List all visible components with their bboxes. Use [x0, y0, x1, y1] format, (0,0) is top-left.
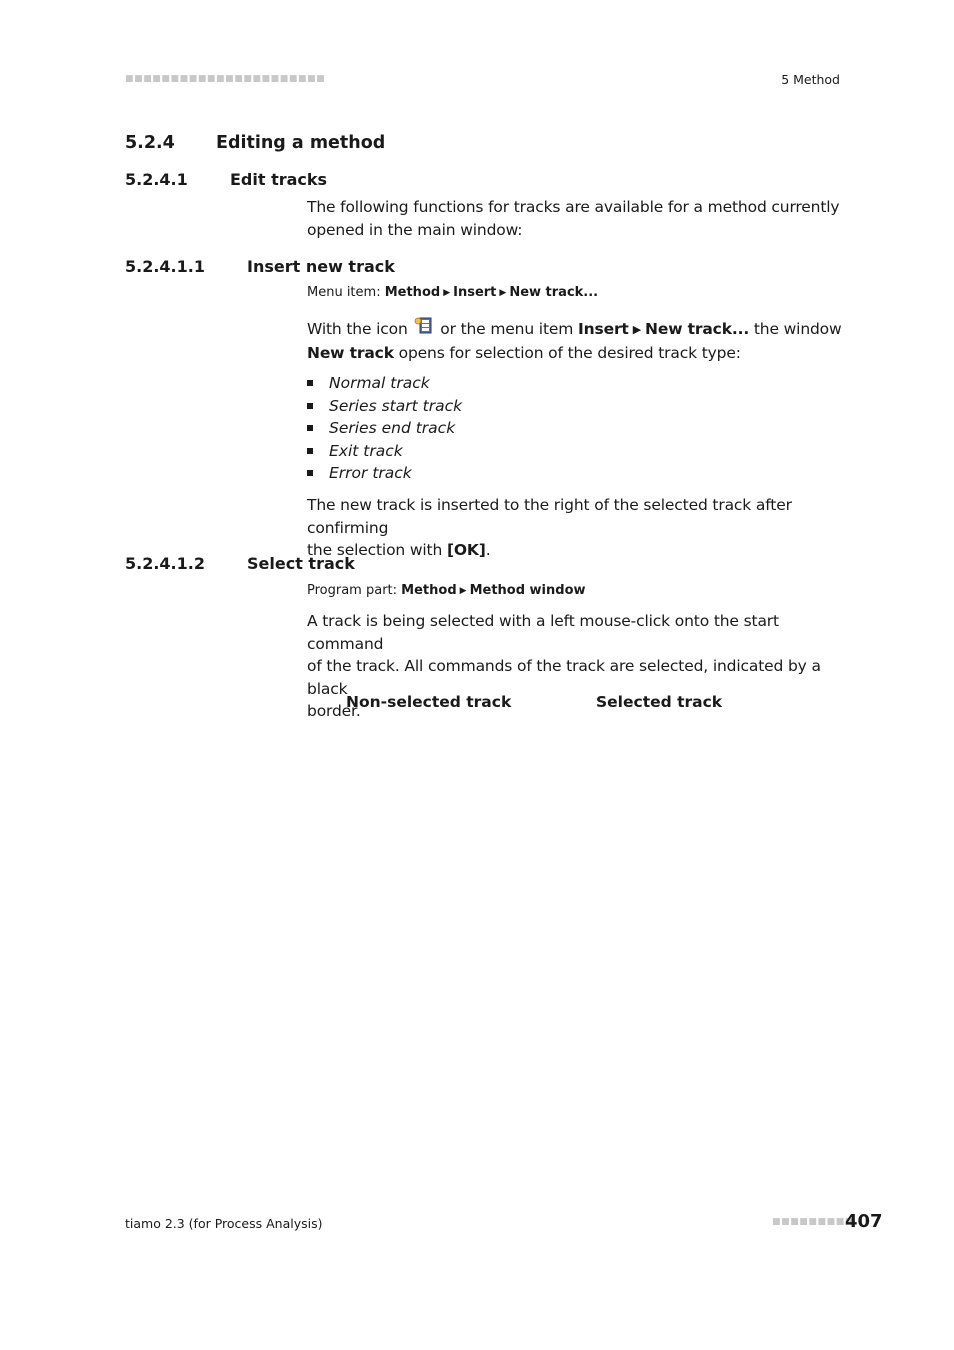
text-fragment: . [485, 541, 491, 559]
section-number: 5.2.4.1.2 [125, 554, 205, 573]
text-line: The following functions for tracks are available for a method currently [307, 198, 840, 216]
list-item-label: Series start track [329, 396, 463, 415]
bullet-square-icon [307, 403, 313, 409]
text-fragment: With the icon [307, 320, 408, 338]
section-heading-5-2-4-1-2 [125, 554, 625, 576]
list-item [307, 417, 462, 440]
section-number: 5.2.4.1.1 [125, 257, 205, 276]
text-line [307, 317, 847, 342]
list-item [307, 440, 462, 463]
program-part-prefix: Program part: [307, 583, 398, 598]
bullet-square-icon [307, 380, 313, 386]
text-fragment: the window [753, 320, 842, 338]
text-line: of the track. All commands of the track are selected, indicated by a black [307, 657, 821, 698]
running-header-chapter: 5 Method [781, 72, 840, 87]
menu-arrow-icon: ▶ [499, 288, 507, 298]
menu-arrow-icon: ▶ [632, 323, 642, 336]
text-line: opened in the main window: [307, 220, 523, 239]
ok-button-term: [OK] [446, 541, 486, 559]
text-line: border. [307, 702, 361, 720]
footer-decoration-dots: ■■■■■■■■■ [772, 1217, 854, 1227]
column-heading-non-selected: Non-selected track [346, 693, 512, 711]
footer-product-name: tiamo 2.3 (for Process Analysis) [125, 1216, 323, 1231]
section-number: 5.2.4.1 [125, 170, 188, 189]
insert-track-after-text [307, 494, 847, 562]
program-path-step: Method window [469, 583, 586, 598]
program-part-path [307, 583, 586, 598]
section-heading-5-2-4-1-1 [125, 257, 625, 279]
section-title: Insert new track [247, 257, 395, 276]
list-item [307, 462, 462, 485]
menu-term: Insert [578, 320, 629, 338]
bullet-square-icon [307, 425, 313, 431]
text-line: The new track is inserted to the right of the selected track after confirming [307, 496, 792, 537]
text-line: A track is being selected with a left mouse-click onto the start command [307, 612, 779, 653]
menu-path-step: Method [384, 285, 441, 300]
text-line [307, 342, 847, 365]
section-title: Editing a method [216, 133, 386, 153]
text-fragment: the selection with [307, 541, 443, 559]
list-item-label: Exit track [329, 441, 403, 460]
edit-tracks-intro [307, 196, 847, 241]
window-term: New track [307, 343, 394, 362]
menu-arrow-icon: ▶ [459, 586, 467, 596]
page-number: 407 [845, 1211, 883, 1232]
menu-path-step: Insert [453, 285, 497, 300]
menu-arrow-icon: ▶ [443, 288, 451, 298]
header-decoration-dots: ■■■■■■■■■■■■■■■■■■■■■■ [125, 74, 326, 84]
section-heading-5-2-4 [125, 133, 625, 157]
list-item-label: Error track [329, 464, 412, 482]
section-heading-5-2-4-1 [125, 170, 625, 192]
section-title: Select track [247, 554, 355, 573]
new-track-icon [414, 317, 433, 336]
text-fragment: opens for selection of the desired track type: [398, 343, 741, 362]
list-item-label: Normal track [329, 374, 430, 392]
column-heading-selected: Selected track [596, 693, 723, 711]
program-path-step: Method [401, 583, 457, 598]
menu-item-prefix: Menu item: [307, 285, 381, 300]
list-item-label: Series end track [329, 419, 456, 437]
section-number: 5.2.4 [125, 133, 175, 153]
track-type-list [307, 372, 462, 485]
insert-track-description [307, 317, 847, 364]
menu-item-path [307, 285, 598, 300]
menu-term: New track... [645, 320, 750, 338]
list-item [307, 372, 462, 395]
text-fragment: or the menu item [440, 320, 574, 338]
section-title: Edit tracks [230, 170, 328, 189]
bullet-square-icon [307, 470, 313, 476]
menu-path-step: New track... [509, 285, 599, 300]
list-item [307, 395, 462, 418]
bullet-square-icon [307, 448, 313, 454]
